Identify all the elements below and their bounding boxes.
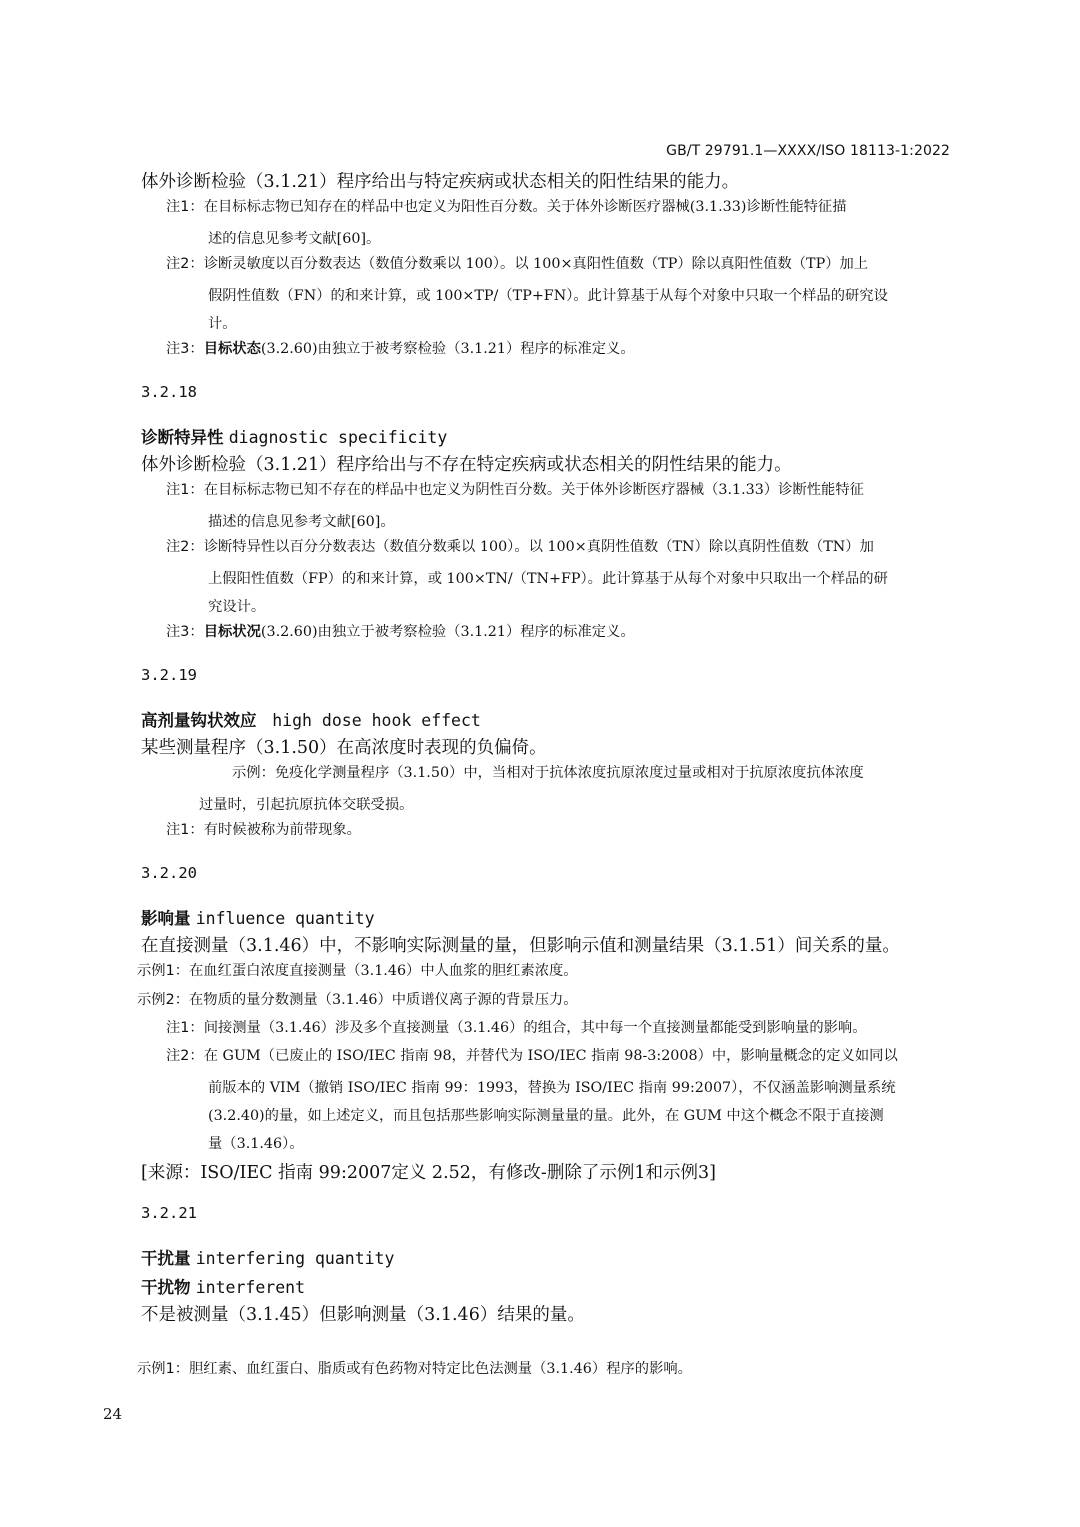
note-text: 间接测量（3.1.46）涉及多个直接测量（3.1.46）的组合，其中每一个直接测量都能受到影响量的影响。 <box>203 1020 867 1036</box>
note-continuation: 上假阳性值数（FP）的和来计算，或 100×TN/（TN+FP）。此计算基于从每个对象中只取出一个样品的研 <box>208 571 888 587</box>
term-en: diagnostic specificity <box>228 428 448 447</box>
example-text: 胆红素、血红蛋白、脂质或有色药物对特定比色法测量（3.1.46）程序的影响。 <box>189 1361 692 1377</box>
note-text: (3.2.60)由独立于被考察检验（3.1.21）程序的标准定义。 <box>260 341 635 357</box>
note-continuation: 述的信息见参考文献[60]。 <box>208 231 381 247</box>
term-1-3-2-21 <box>141 1245 394 1269</box>
note-text: 有时候被称为前带现象。 <box>203 822 361 838</box>
example-continuation: 过量时，引起抗原抗体交联受损。 <box>199 797 414 813</box>
term-3-2-19 <box>141 707 481 731</box>
note-text: (3.2.60)由独立于被考察检验（3.1.21）程序的标准定义。 <box>260 624 635 640</box>
bold-term: 目标状况 <box>203 624 261 640</box>
note-1-3-2-20 <box>166 1014 867 1042</box>
note-1-3-2-19 <box>166 816 361 844</box>
note-2-3-2-17 <box>166 250 868 278</box>
note-text: 在目标标志物已知存在的样品中也定义为阳性百分数。关于体外诊断医疗器械(3.1.33)诊断性能特征描 <box>203 199 847 215</box>
note-continuation: 前版本的 VIM（撤销 ISO/IEC 指南 99：1993，替换为 ISO/IEC 指南 99:2007），不仅涵盖影响测量系统 <box>208 1080 896 1096</box>
definition-3-2-18: 体外诊断检验（3.1.21）程序给出与不存在特定疾病或状态相关的阴性结果的能力。 <box>141 455 792 475</box>
term-3-2-18 <box>141 424 447 448</box>
source-3-2-20: [来源：ISO/IEC 指南 99:2007定义 2.52，有修改-删除了示例1和示例3] <box>141 1163 716 1183</box>
definition-3-2-17: 体外诊断检验（3.1.21）程序给出与特定疾病或状态相关的阳性结果的能力。 <box>141 172 740 192</box>
note-continuation: 计。 <box>208 316 237 332</box>
note-1-3-2-18 <box>166 476 864 504</box>
note-1-3-2-17 <box>166 193 847 221</box>
example-3-2-19 <box>232 759 864 787</box>
term-en: interfering quantity <box>195 1249 395 1268</box>
note-label: 注2： <box>166 539 204 555</box>
note-label: 注1： <box>166 1020 204 1036</box>
document-id-header: GB/T 29791.1—XXXX/ISO 18113-1:2022 <box>666 143 950 159</box>
note-continuation: 量（3.1.46）。 <box>208 1136 304 1152</box>
note-label: 注1： <box>166 822 204 838</box>
term-zh: 影响量 <box>141 909 191 928</box>
definition-3-2-20: 在直接测量（3.1.46）中，不影响实际测量的量，但影响示值和测量结果（3.1.51）间关系的量。 <box>141 936 900 956</box>
term-zh: 高剂量钩状效应 <box>141 711 257 730</box>
note-label: 注2： <box>166 256 204 272</box>
note-text: 在目标标志物已知不存在的样品中也定义为阴性百分数。关于体外诊断医疗器械（3.1.33）诊断性能特征 <box>203 482 864 498</box>
note-label: 注1： <box>166 482 204 498</box>
example-label: 示例1： <box>137 1361 189 1377</box>
note-text: 诊断特异性以百分分数表达（数值分数乘以 100）。以 100×真阴性值数（TN）除以真阴性值数（TN）加 <box>203 539 874 555</box>
note-continuation: 描述的信息见参考文献[60]。 <box>208 514 395 530</box>
section-number-3-2-20: 3.2.20 <box>141 864 197 882</box>
note-text: 诊断灵敏度以百分数表达（数值分数乘以 100）。以 100×真阳性值数（TP）除以真阳性值数（TP）加上 <box>203 256 869 272</box>
page-number: 24 <box>103 1405 123 1423</box>
section-number-3-2-18: 3.2.18 <box>141 383 197 401</box>
example-text: 免疫化学测量程序（3.1.50）中，当相对于抗体浓度抗原浓度过量或相对于抗原浓度抗体浓度 <box>274 765 864 781</box>
term-zh: 诊断特异性 <box>141 428 224 447</box>
note-text: 在 GUM（已废止的 ISO/IEC 指南 98，并替代为 ISO/IEC 指南 98-3:2008）中，影响量概念的定义如同以 <box>203 1048 898 1064</box>
note-2-3-2-18 <box>166 533 874 561</box>
note-continuation: 究设计。 <box>208 599 266 615</box>
term-zh: 干扰物 <box>141 1278 191 1297</box>
example-text: 在血红蛋白浓度直接测量（3.1.46）中人血浆的胆红素浓度。 <box>189 963 578 979</box>
note-label: 注2： <box>166 1048 204 1064</box>
section-number-3-2-21: 3.2.21 <box>141 1204 197 1222</box>
note-continuation: (3.2.40)的量，如上述定义，而且包括那些影响实际测量量的量。此外，在 GUM 中这个概念不限于直接测 <box>208 1108 884 1124</box>
note-3-3-2-18 <box>166 618 635 646</box>
term-en: high dose hook effect <box>272 711 481 730</box>
bold-term: 目标状态 <box>203 341 261 357</box>
example-1-3-2-20 <box>137 957 578 985</box>
note-label: 注3： <box>166 624 204 640</box>
note-continuation: 假阴性值数（FN）的和来计算，或 100×TP/（TP+FN）。此计算基于从每个对象中只取一个样品的研究设 <box>208 288 888 304</box>
note-label: 注1： <box>166 199 204 215</box>
example-2-3-2-20 <box>137 986 578 1014</box>
section-number-3-2-19: 3.2.19 <box>141 666 197 684</box>
note-2-3-2-20 <box>166 1042 898 1070</box>
term-2-3-2-21 <box>141 1274 305 1298</box>
term-zh: 干扰量 <box>141 1249 191 1268</box>
definition-3-2-21: 不是被测量（3.1.45）但影响测量（3.1.46）结果的量。 <box>141 1305 585 1325</box>
example-1-3-2-21 <box>137 1355 692 1383</box>
example-text: 在物质的量分数测量（3.1.46）中质谱仪离子源的背景压力。 <box>189 992 578 1008</box>
note-label: 注3： <box>166 341 204 357</box>
example-label: 示例2： <box>137 992 189 1008</box>
example-label: 示例1： <box>137 963 189 979</box>
term-en: influence quantity <box>195 909 375 928</box>
definition-3-2-19: 某些测量程序（3.1.50）在高浓度时表现的负偏倚。 <box>141 738 547 758</box>
note-3-3-2-17 <box>166 335 635 363</box>
term-3-2-20 <box>141 905 375 929</box>
term-en: interferent <box>195 1278 306 1297</box>
example-label: 示例： <box>232 765 275 781</box>
